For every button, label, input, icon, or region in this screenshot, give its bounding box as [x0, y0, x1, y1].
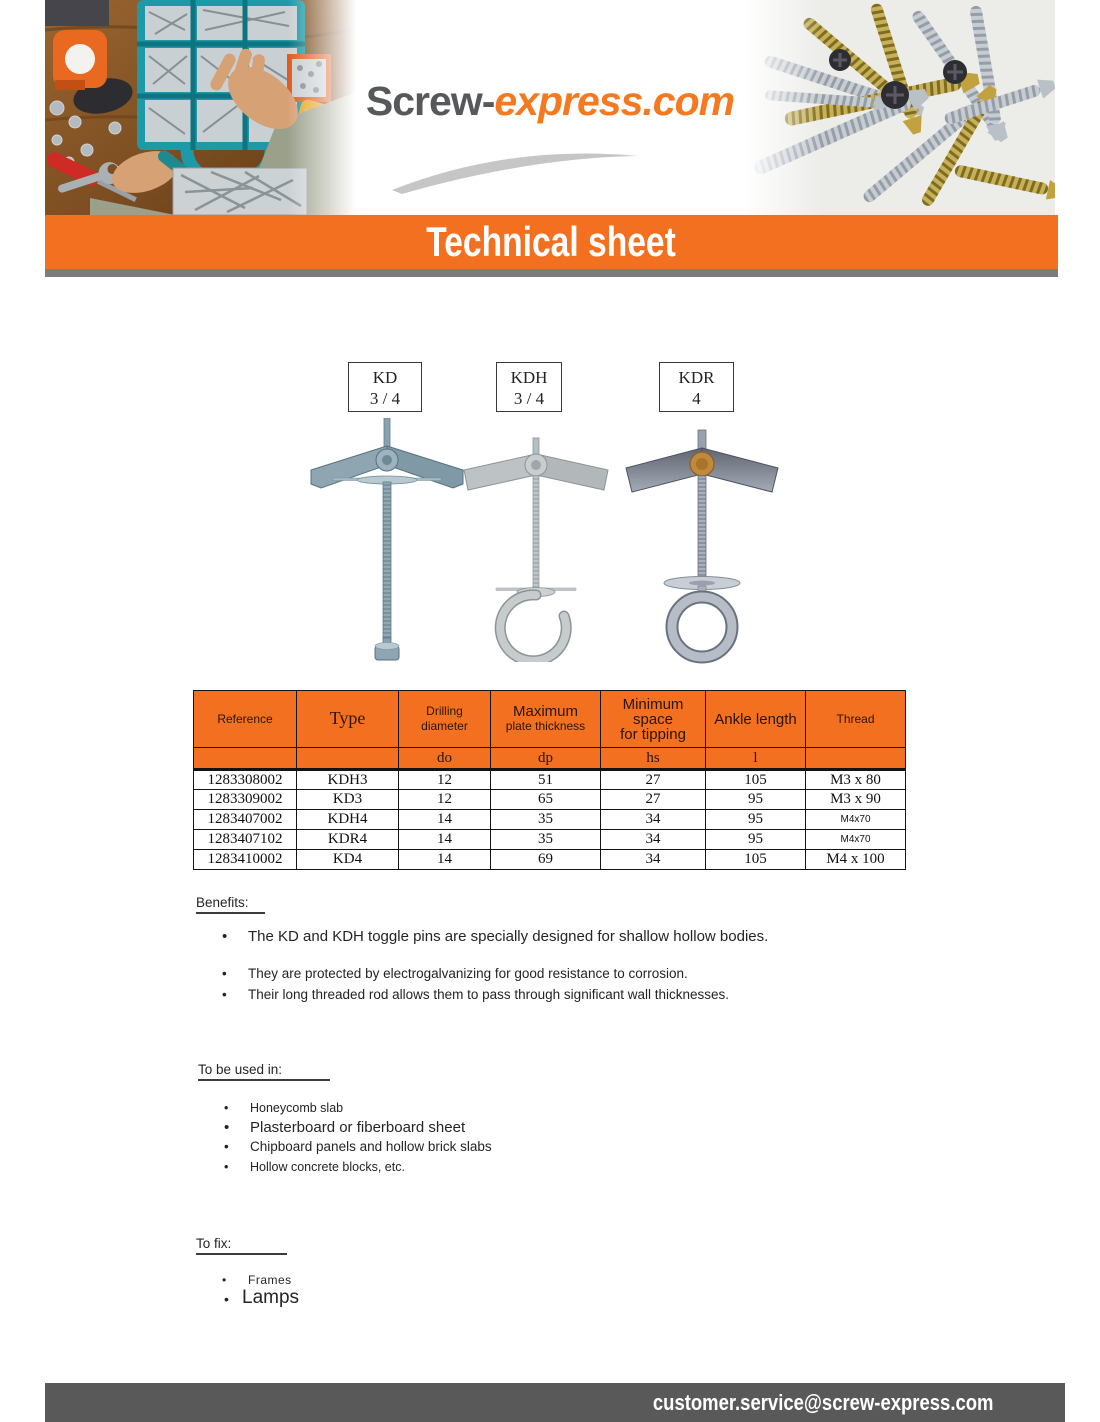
col-header-type: Type [297, 691, 399, 748]
banner-underline-strip [45, 269, 1058, 277]
benefit-item: Their long threaded rod allows them to pass through significant wall thicknesses. [248, 987, 730, 1002]
product-label-kdh [496, 362, 562, 412]
col-header-drilling-diameter: Drilling diameter [399, 691, 491, 748]
bullet-dot: • [222, 966, 227, 981]
usage-item: Chipboard panels and hollow brick slabs [250, 1139, 492, 1154]
product-code: KDR [678, 368, 715, 387]
product-code: KD [372, 368, 398, 387]
table-header-row [194, 691, 906, 748]
fix-heading: To fix: [196, 1236, 287, 1255]
bullet-dot: • [224, 1101, 229, 1115]
product-image-kd-toggle-screw [305, 418, 470, 668]
table-row: 1283309002 KD3 12 65 27 95 M3 x 90 [194, 790, 906, 810]
product-image-kdh-toggle-hook [460, 432, 612, 662]
benefit-item: The KD and KDH toggle pins are specially designed for shallow hollow bodies. [248, 928, 769, 945]
bullet-dot: • [222, 928, 228, 945]
banner-title: Technical sheet [426, 218, 677, 265]
customer-service-email: customer.service@screw-express.com [652, 1390, 993, 1415]
table-row: 1283410002 KD4 14 69 34 105 M4 x 100 [194, 850, 906, 870]
product-image-kdr-toggle-ring [622, 428, 782, 668]
logo-text-orange: express.com [494, 78, 735, 124]
table-row: 1283308002 KDH3 12 51 27 105 M3 x 80 [194, 770, 906, 790]
symbol-l: l [706, 748, 806, 770]
col-header-min-space: Minimum space for tipping [601, 691, 706, 748]
table-row: 1283407002 KDH4 14 35 34 95 M4x70 [194, 810, 906, 830]
bullet-dot: • [224, 1160, 229, 1174]
table-row: 1283407102 KDR4 14 35 34 95 M4x70 [194, 830, 906, 850]
logo-text-dark: Screw- [365, 78, 495, 124]
symbol-dp: dp [491, 748, 601, 770]
usage-item: Hollow concrete blocks, etc. [250, 1160, 405, 1174]
usage-heading: To be used in: [198, 1062, 330, 1081]
product-size: 3 / 4 [369, 389, 401, 408]
table-symbol-row [194, 748, 906, 770]
site-logo [0, 78, 1100, 125]
product-label-kdr [659, 362, 734, 412]
benefits-heading: Benefits: [196, 895, 265, 914]
product-code: KDH [510, 368, 548, 387]
bullet-dot: • [222, 987, 227, 1002]
bullet-dot: • [222, 1273, 227, 1287]
bullet-dot: • [224, 1139, 229, 1154]
bullet-dot: • [224, 1291, 229, 1307]
fix-item: Lamps [242, 1287, 300, 1308]
specs-table [193, 690, 906, 870]
logo-swoosh [388, 142, 643, 194]
banner-technical-sheet [45, 215, 1058, 269]
usage-item: Plasterboard or fiberboard sheet [250, 1119, 466, 1136]
benefit-item: They are protected by electrogalvanizing for good resistance to corrosion. [248, 966, 688, 981]
fix-item: Frames [248, 1273, 292, 1287]
symbol-do: do [399, 748, 491, 770]
product-size: 4 [692, 389, 701, 408]
usage-item: Honeycomb slab [250, 1101, 344, 1115]
product-size: 3 / 4 [513, 389, 545, 408]
product-label-kd [348, 362, 422, 412]
bullet-dot: • [224, 1119, 230, 1136]
footer-bar [45, 1383, 1065, 1422]
col-header-thread: Thread [806, 691, 906, 748]
col-header-reference: Reference [194, 691, 297, 748]
col-header-max-plate-thickness: Maximum plate thickness [491, 691, 601, 748]
symbol-hs: hs [601, 748, 706, 770]
col-header-ankle-length: Ankle length [706, 691, 806, 748]
